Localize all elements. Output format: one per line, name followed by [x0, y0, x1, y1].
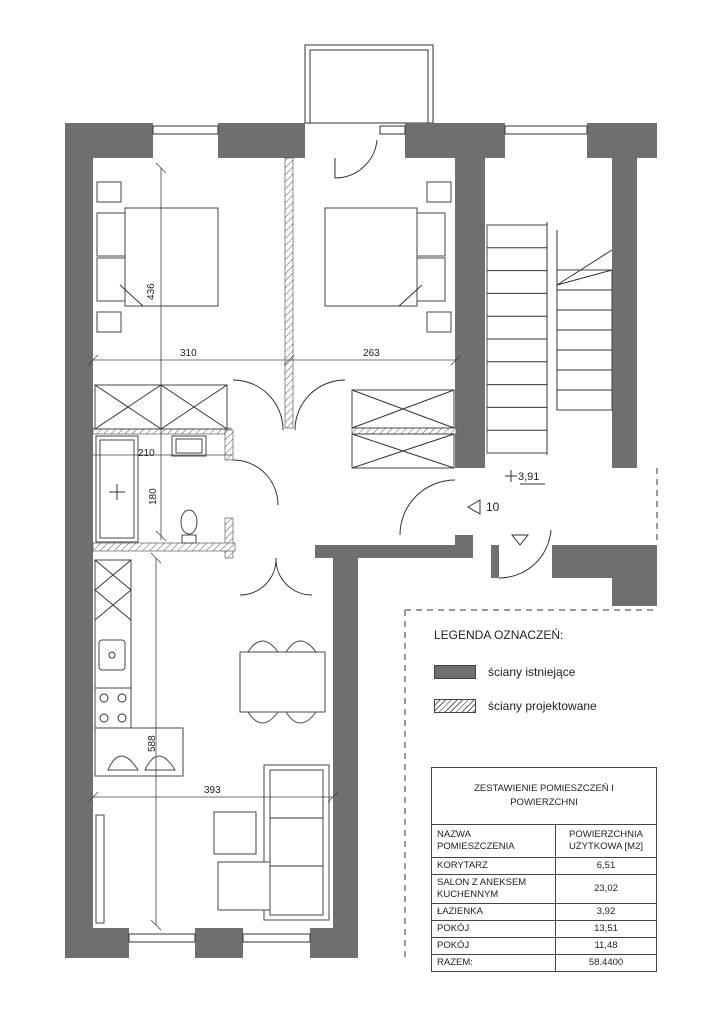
- dim-room1-height: 436: [146, 283, 157, 300]
- staircase: [487, 222, 612, 455]
- hatched-wall-swatch-icon: [434, 699, 476, 713]
- room-area: 11,48: [594, 940, 618, 951]
- room-name: KORYTARZ: [432, 858, 556, 874]
- room-area: 23,02: [594, 883, 618, 894]
- room-name: POKÓJ: [432, 938, 556, 954]
- dim-bath-width: 210: [138, 448, 155, 459]
- header-area: POWIERZCHNIA UŻYTKOWA [M2]: [568, 829, 644, 852]
- legend-title: LEGENDA OZNACZEŃ:: [434, 628, 564, 642]
- dim-room2-width: 263: [363, 348, 380, 359]
- table-row: [432, 875, 656, 904]
- room-area: 6,51: [596, 860, 616, 871]
- room-area: 13,51: [594, 923, 618, 934]
- table-row: [432, 858, 656, 875]
- total-area: 58.4400: [588, 957, 624, 968]
- table-total-row: [432, 955, 656, 971]
- room-name: POKÓJ: [432, 921, 556, 937]
- header-name: NAZWA POMIESZCZENIA: [432, 825, 556, 857]
- balcony: [305, 45, 433, 123]
- legend-label: ściany istniejące: [488, 665, 576, 679]
- dim-room1-width: 310: [180, 348, 197, 359]
- total-label: RAZEM:: [432, 955, 556, 971]
- room-area: 3,92: [596, 906, 616, 917]
- dim-bath-height: 180: [148, 488, 159, 505]
- dining-table: [240, 641, 325, 723]
- legend-item-existing-walls: [434, 664, 694, 680]
- level-label: 3,91: [518, 471, 540, 483]
- step-count-label: 10: [486, 500, 500, 514]
- bedroom-2: [325, 182, 454, 468]
- area-table: [431, 767, 657, 972]
- dim-salon-height: 588: [147, 735, 158, 752]
- table-row: [432, 921, 656, 938]
- dim-salon-width: 393: [204, 785, 221, 796]
- stair-annotations: [468, 470, 545, 545]
- table-title: ZESTAWIENIE POMIESZCZEŃ I POWIERZCHNI: [432, 768, 656, 825]
- table-header: [432, 825, 656, 858]
- room-name: ŁAZIENKA: [432, 904, 556, 920]
- kitchen: [95, 560, 183, 776]
- table-row: [432, 938, 656, 955]
- legend-item-projected-walls: [434, 698, 694, 714]
- room-name: SALON Z ANEKSEM KUCHENNYM: [432, 875, 556, 903]
- legend: [434, 628, 694, 732]
- legend-label: ściany projektowane: [488, 699, 597, 713]
- table-row: [432, 904, 656, 921]
- solid-wall-swatch-icon: [434, 665, 476, 679]
